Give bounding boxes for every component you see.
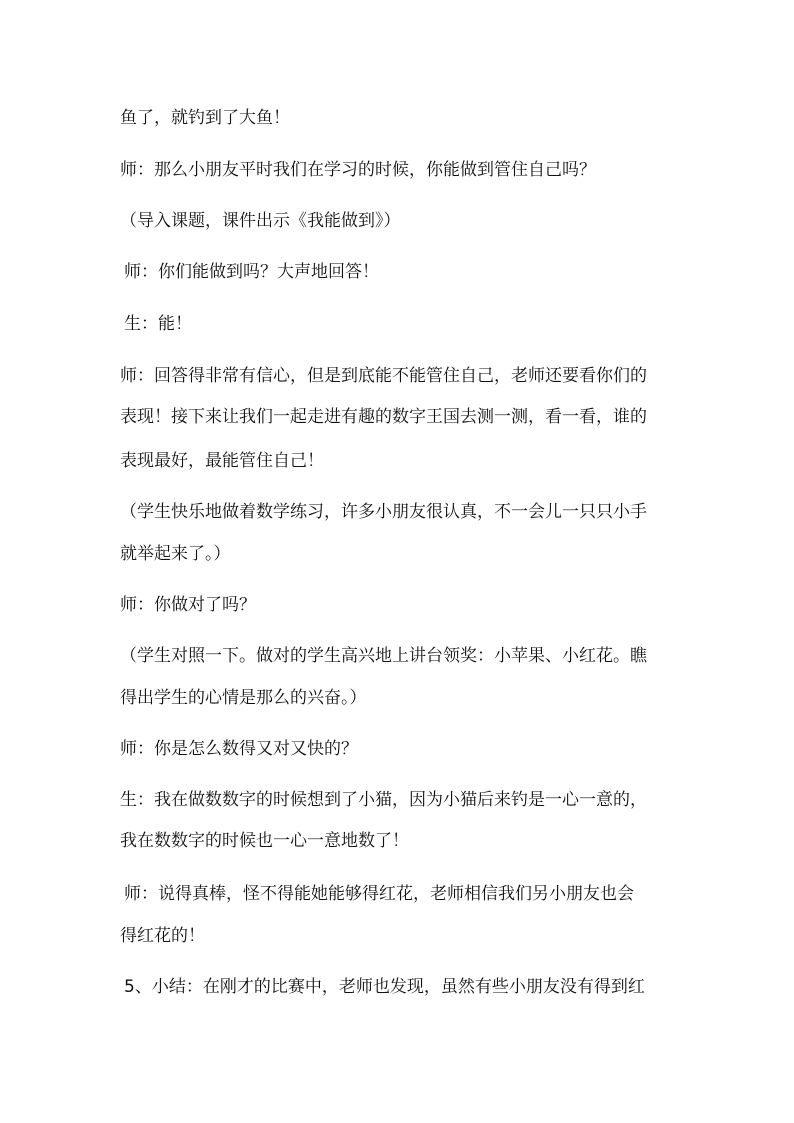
text-line: （导入课题，课件出示《我能做到》） <box>120 211 401 231</box>
text-line: 师：那么小朋友平时我们在学习的时候，你能做到管住自己吗？ <box>120 160 596 180</box>
text-line: 生：我在做数数字的时候想到了小猫，因为小猫后来钓是一心一意的， <box>120 790 647 810</box>
text-line: 表现最好，最能管住自己！ <box>120 451 324 471</box>
text-line: 师：说得真棒，怪不得能她能够得红花，老师相信我们另小朋友也会 <box>124 884 634 904</box>
text-line: 表现！接下来让我们一起走进有趣的数字王国去测一测，看一看，谁的 <box>120 407 647 427</box>
text-line: 得红花的！ <box>120 926 205 946</box>
text-line: 师：你是怎么数得又对又快的？ <box>120 739 358 759</box>
text-line: （学生快乐地做着数学练习，许多小朋友很认真，不一会儿一只只小手 <box>120 502 647 522</box>
text-line: 就举起来了。） <box>120 544 231 564</box>
text-line: 5、小结：在刚才的比赛中，老师也发现，虽然有些小朋友没有得到红 <box>124 977 645 997</box>
text-line: 我在数数字的时候也一心一意地数了！ <box>120 831 409 851</box>
text-line: 生：能！ <box>124 314 192 334</box>
text-line: 师：你做对了吗？ <box>120 595 256 615</box>
text-line: 师：你们能做到吗？大声地回答！ <box>124 262 379 282</box>
text-line: 得出学生的心情是那么的兴奋。） <box>120 688 367 708</box>
text-line: 师：回答得非常有信心，但是到底能不能管住自己，老师还要看你们的 <box>120 366 647 386</box>
text-line: 鱼了，就钓到了大鱼！ <box>120 108 290 128</box>
text-line: （学生对照一下。做对的学生高兴地上讲台领奖：小苹果、小红花。瞧 <box>120 646 647 666</box>
